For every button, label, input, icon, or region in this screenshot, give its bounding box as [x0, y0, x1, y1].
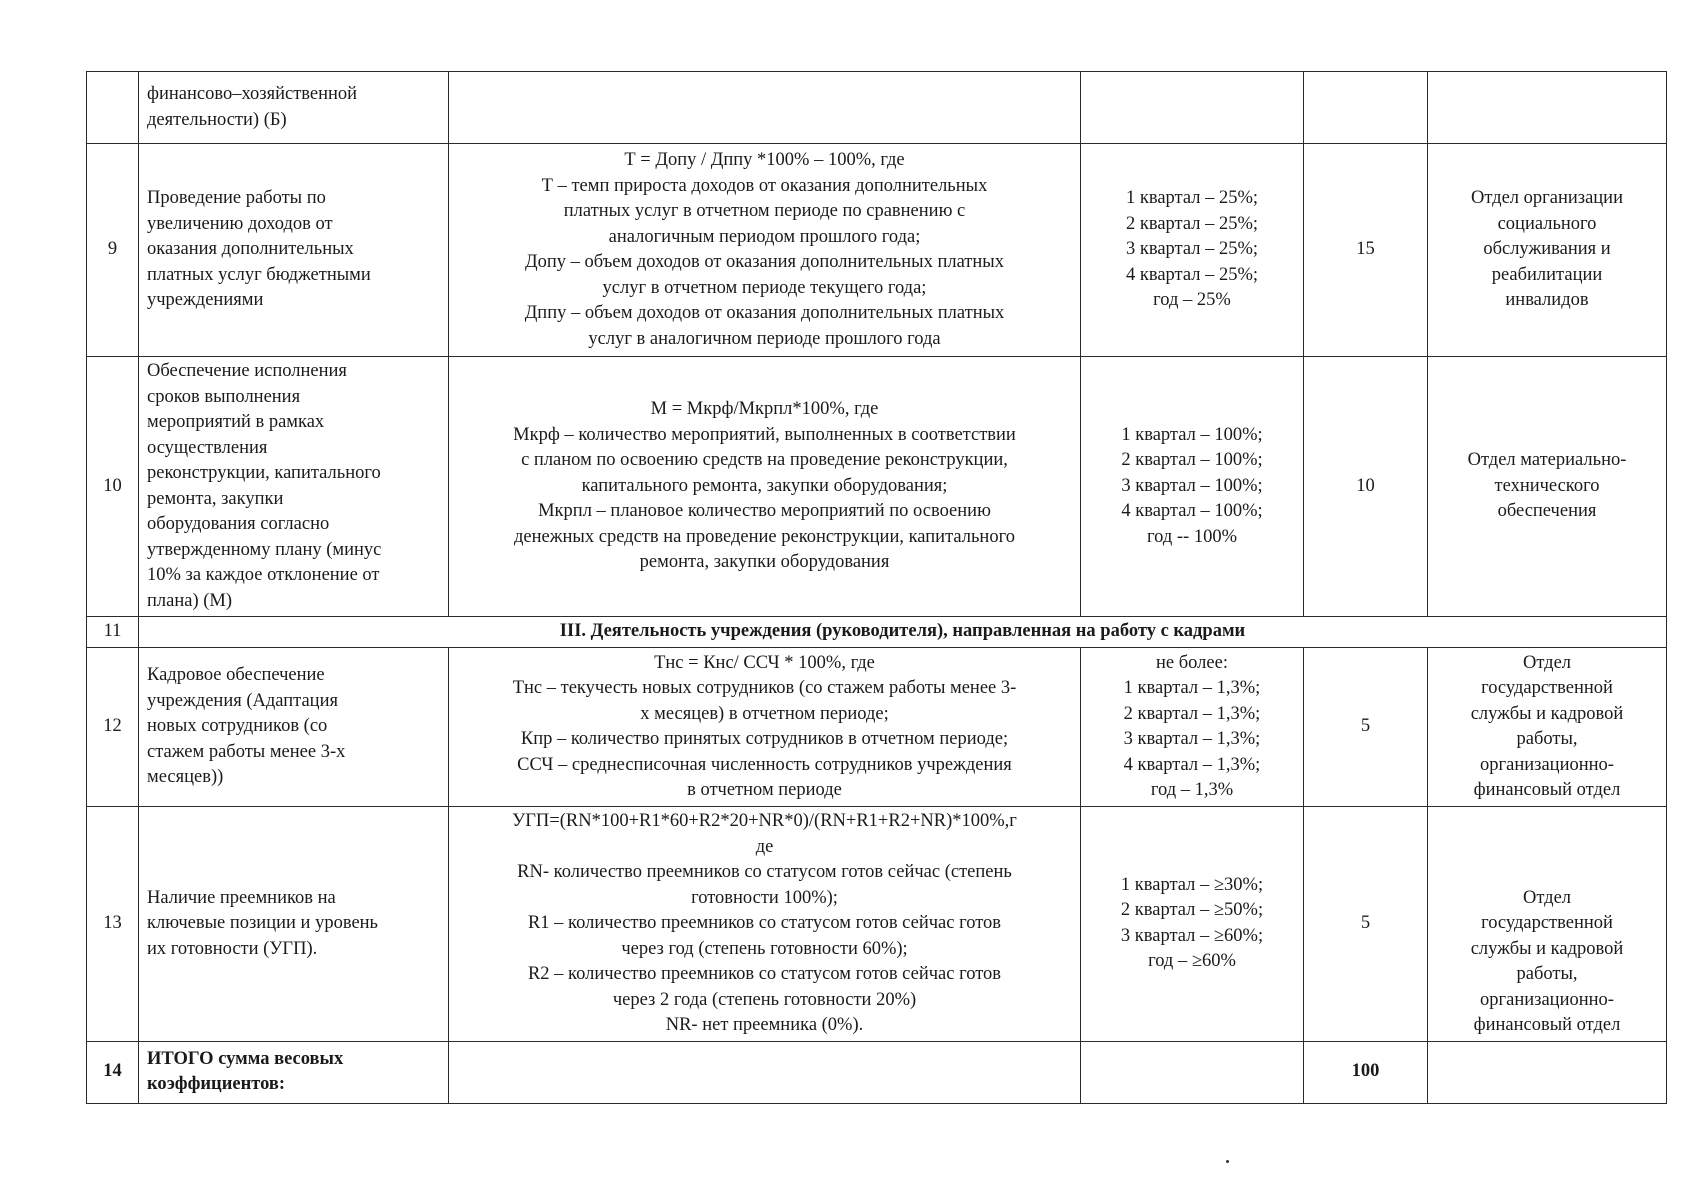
formula-line: NR- нет преемника (0%). — [665, 1015, 864, 1035]
formula-line: Т = Допу / Дппу *100% – 100%, где — [624, 150, 905, 170]
indicator-name-line: учреждения (Адаптация — [147, 690, 338, 711]
formula-line: Мкрпл – плановое количество мероприятий по освоению — [538, 501, 991, 522]
row-number: 13 — [87, 807, 139, 1042]
indicator-name-line: увеличению доходов от — [147, 213, 333, 234]
formula-line: с планом по освоению средств на проведение реконструкции, — [521, 450, 1008, 471]
weight-cell: 10 — [1304, 357, 1428, 617]
total-label — [139, 1041, 449, 1103]
indicator-name-line: их готовности (УГП). — [147, 938, 318, 959]
department-line: работы, — [1516, 729, 1578, 749]
formula-line: RN- количество преемников со статусом готов сейчас (степень — [517, 862, 1012, 882]
indicator-name — [139, 72, 449, 144]
target-cell — [1081, 72, 1304, 144]
row-number — [87, 72, 139, 144]
table-row — [87, 357, 1667, 617]
target-cell — [1081, 144, 1304, 357]
formula-line: Кпр – количество принятых сотрудников в отчетном периоде; — [520, 729, 1009, 749]
target-cell — [1081, 357, 1304, 617]
department-cell — [1428, 357, 1667, 617]
target-cell — [1081, 648, 1304, 807]
weight-cell: 5 — [1304, 807, 1428, 1042]
target-line: 2 квартал – 25%; — [1125, 213, 1259, 234]
department-line: социального — [1497, 213, 1597, 234]
formula-line: R2 – количество преемников со статусом готов сейчас готов — [527, 964, 1002, 984]
indicator-name-line: мероприятий в рамках — [147, 412, 325, 432]
department-line: работы, — [1516, 964, 1578, 984]
department-cell — [1428, 807, 1667, 1042]
target-line: 4 квартал – 25%; — [1125, 264, 1259, 285]
total-weight: 100 — [1304, 1041, 1428, 1103]
formula-line: услуг в аналогичном периоде прошлого года — [588, 328, 941, 349]
row-number: 9 — [87, 144, 139, 357]
department-line: Отдел материально- — [1467, 450, 1627, 471]
formula-line: х месяцев) в отчетном периоде; — [640, 703, 889, 724]
department-line: Отдел организации — [1470, 188, 1623, 209]
target-line: год – 1,3% — [1150, 780, 1234, 800]
formula-cell — [449, 1041, 1081, 1103]
department-line: реабилитации — [1491, 264, 1603, 285]
target-line: 3 квартал – 25%; — [1125, 239, 1259, 260]
target-line: год – 25% — [1153, 290, 1231, 311]
indicator-name-line: Наличие преемников на — [147, 887, 336, 908]
section-title: III. Деятельность учреждения (руководителя), направленная на работу с кадрами — [139, 617, 1667, 648]
formula-cell — [449, 357, 1081, 617]
department-line: инвалидов — [1505, 290, 1589, 311]
target-line: 1 квартал – ≥30%; — [1120, 874, 1264, 895]
formula-line: ремонта, закупки оборудования — [639, 552, 890, 573]
indicator-name-line: оборудования согласно — [147, 514, 330, 534]
formula-line: капитального ремонта, закупки оборудования; — [581, 475, 948, 496]
formula-line: R1 – количество преемников со статусом готов сейчас готов — [527, 913, 1002, 933]
target-line: 4 квартал – 1,3%; — [1123, 754, 1261, 775]
formula-line: денежных средств на проведение реконструкции, капитального — [514, 526, 1015, 547]
formula-cell — [449, 72, 1081, 144]
formula-cell — [449, 144, 1081, 357]
formula-cell — [449, 648, 1081, 807]
department-line: обеспечения — [1497, 501, 1597, 522]
table-row — [87, 648, 1667, 807]
formula-line: услуг в отчетном периоде текущего года; — [602, 277, 927, 298]
weight-cell — [1304, 72, 1428, 144]
indicator-name — [139, 807, 449, 1042]
total-label-line: коэффициентов: — [147, 1074, 286, 1094]
department-line: финансовый отдел — [1473, 780, 1621, 800]
department-cell — [1428, 1041, 1667, 1103]
indicator-name-line: Проведение работы по — [147, 188, 326, 209]
indicator-name-line: оказания дополнительных — [147, 239, 354, 260]
formula-cell — [449, 807, 1081, 1042]
formula-line: в отчетном периоде — [687, 780, 842, 800]
target-line: 1 квартал – 100%; — [1121, 424, 1263, 445]
indicator-name-line: Кадровое обеспечение — [147, 665, 325, 686]
target-line: 3 квартал – 100%; — [1121, 475, 1263, 496]
formula-line: через год (степень готовности 60%); — [621, 938, 908, 959]
indicator-name-line: утвержденному плану (минус — [147, 539, 382, 560]
indicator-name-line: месяцев)) — [147, 767, 224, 788]
target-line: 2 квартал – ≥50%; — [1120, 900, 1264, 921]
weight-cell: 5 — [1304, 648, 1428, 807]
target-line: 3 квартал – ≥60%; — [1120, 925, 1264, 946]
department-line: обслуживания и — [1483, 239, 1611, 260]
row-number: 11 — [87, 617, 139, 648]
target-line: год – ≥60% — [1148, 951, 1236, 972]
department-line: организационно- — [1480, 754, 1614, 775]
formula-line: ССЧ – среднесписочная численность сотрудников учреждения — [517, 754, 1012, 775]
table-row — [87, 807, 1667, 1042]
formula-line: Дппу – объем доходов от оказания дополнительных платных — [524, 303, 1005, 323]
formula-line: М = Мкрф/Мкрпл*100%, где — [650, 399, 879, 420]
indicator-name-line: сроков выполнения — [147, 386, 301, 407]
indicator-name-line: ключевые позиции и уровень — [147, 913, 378, 933]
indicator-name-line: осуществления — [147, 437, 268, 458]
formula-line: Тнс = Кнс/ ССЧ * 100%, где — [654, 652, 875, 673]
department-line: финансовый отдел — [1473, 1015, 1621, 1035]
target-cell — [1081, 1041, 1304, 1103]
target-line: 1 квартал – 1,3%; — [1123, 678, 1261, 698]
indicator-name-line: деятельности) (Б) — [147, 109, 287, 130]
department-line: Отдел — [1522, 652, 1572, 673]
indicator-name — [139, 144, 449, 357]
department-line: государственной — [1481, 913, 1613, 933]
target-line: 1 квартал – 25%; — [1125, 188, 1259, 209]
formula-line: через 2 года (степень готовности 20%) — [612, 989, 917, 1010]
department-cell — [1428, 648, 1667, 807]
department-line: службы и кадровой — [1470, 703, 1624, 724]
department-line: государственной — [1481, 678, 1613, 698]
formula-line: Мкрф – количество мероприятий, выполненных в соответствии — [513, 424, 1016, 445]
department-line: организационно- — [1480, 989, 1614, 1010]
formula-line: УГП=(RN*100+R1*60+R2*20+NR*0)/(RN+R1+R2+NR)*100%,г — [512, 811, 1017, 831]
target-line: 3 квартал – 1,3%; — [1123, 729, 1261, 749]
indicator-name-line: реконструкции, капитального — [147, 463, 381, 483]
formula-line: аналогичным периодом прошлого года; — [608, 226, 921, 247]
indicator-name-line: финансово–хозяйственной — [147, 84, 358, 104]
indicator-name-line: 10% за каждое отклонение от — [147, 565, 380, 585]
indicator-name-line: плана) (М) — [147, 590, 233, 611]
target-line: не более: — [1156, 652, 1228, 673]
page-mark — [1226, 1160, 1229, 1163]
formula-line: Т – темп прироста доходов от оказания дополнительных — [541, 175, 988, 196]
target-line: год -- 100% — [1147, 526, 1237, 547]
row-number: 10 — [87, 357, 139, 617]
indicator-name-line: платных услуг бюджетными — [147, 264, 371, 285]
department-line: Отдел — [1522, 887, 1572, 908]
indicator-name-line: стажем работы менее 3-х — [147, 741, 346, 762]
target-line: 2 квартал – 1,3%; — [1123, 703, 1261, 724]
indicator-name-line: новых сотрудников (со — [147, 716, 328, 737]
department-cell — [1428, 144, 1667, 357]
formula-line: Допу – объем доходов от оказания дополнительных платных — [525, 252, 1004, 272]
formula-line: де — [755, 836, 774, 857]
total-row — [87, 1041, 1667, 1103]
indicator-name — [139, 648, 449, 807]
department-line: службы и кадровой — [1470, 938, 1624, 959]
indicator-name-line: учреждениями — [147, 290, 264, 311]
indicator-name — [139, 357, 449, 617]
department-cell — [1428, 72, 1667, 144]
table-row — [87, 144, 1667, 357]
weight-cell: 15 — [1304, 144, 1428, 357]
row-number: 12 — [87, 648, 139, 807]
formula-line: платных услуг в отчетном периоде по сравнению с — [563, 201, 966, 221]
target-line: 2 квартал – 100%; — [1121, 450, 1263, 471]
target-line: 4 квартал – 100%; — [1121, 501, 1263, 522]
indicator-name-line: Обеспечение исполнения — [147, 361, 347, 381]
total-label-line: ИТОГО сумма весовых — [147, 1048, 344, 1069]
target-cell — [1081, 807, 1304, 1042]
section-row — [87, 617, 1667, 648]
indicator-name-line: ремонта, закупки — [147, 488, 284, 509]
row-number: 14 — [87, 1041, 139, 1103]
formula-line: Тнс – текучесть новых сотрудников (со стажем работы менее 3- — [512, 678, 1017, 698]
formula-line: готовности 100%); — [691, 887, 838, 908]
table-row — [87, 72, 1667, 144]
department-line: технического — [1494, 475, 1600, 496]
indicators-table — [86, 71, 1667, 1104]
